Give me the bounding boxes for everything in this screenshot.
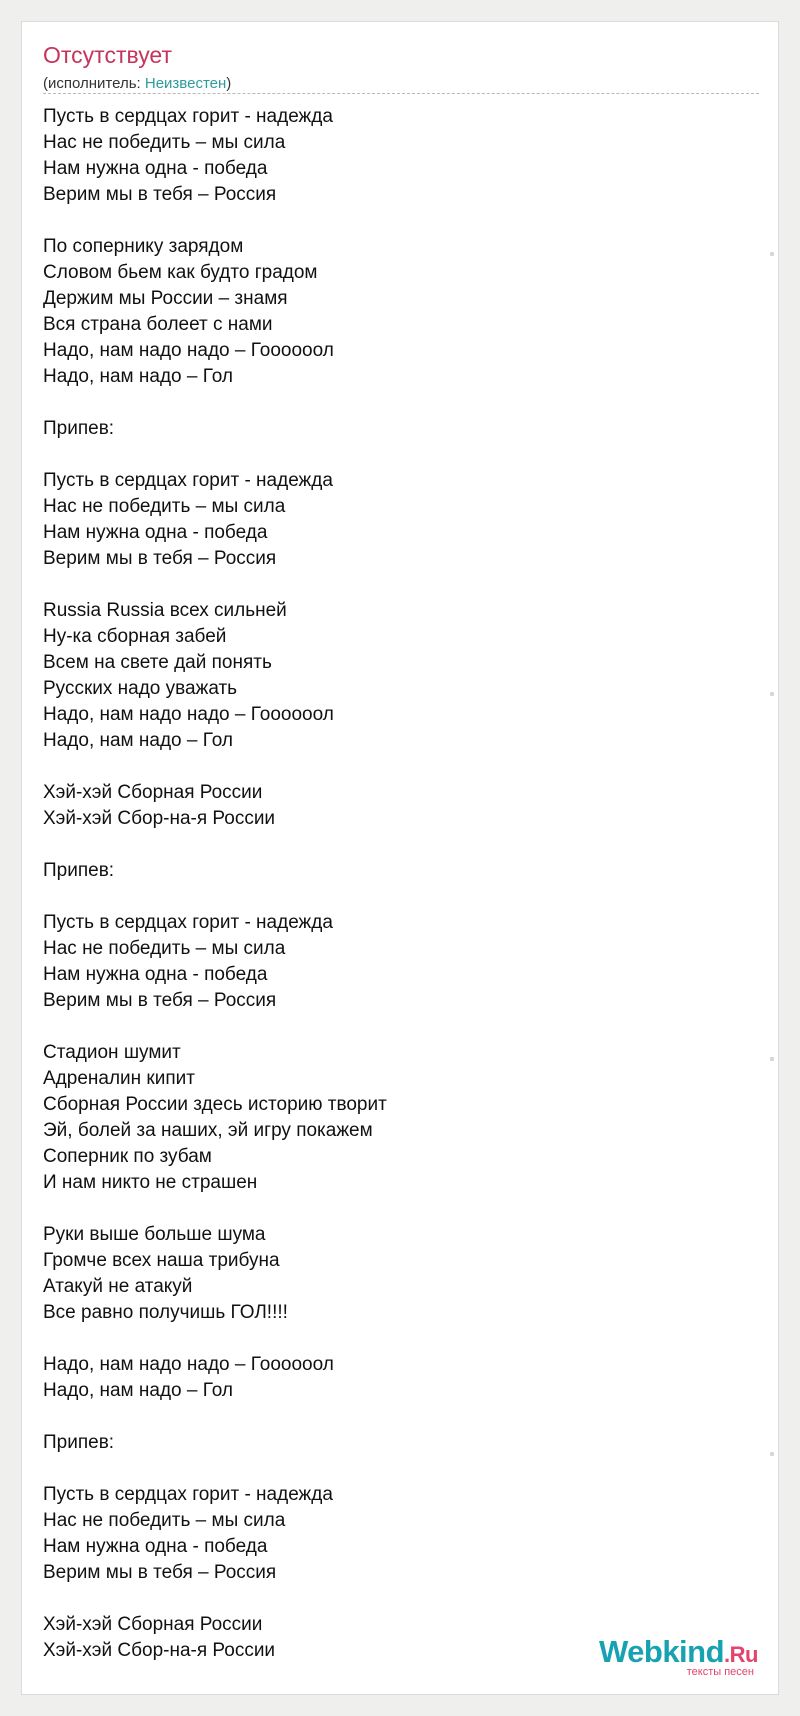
logo-tagline: тексты песен (686, 1666, 754, 1678)
lyric-line: Верим мы в тебя – Россия (43, 548, 277, 569)
lyric-line: По сопернику зарядом (43, 236, 244, 257)
lyric-blank-line (43, 1196, 743, 1222)
lyric-line: Сборная России здесь историю творит (43, 1094, 387, 1115)
lyric-blank-line (43, 1456, 743, 1482)
lyric-line: Припев: (43, 418, 115, 439)
lyric-line: Пусть в сердцах горит - надежда (43, 1484, 333, 1505)
lyric-blank-line (43, 390, 743, 416)
logo-tld: .Ru (724, 1642, 758, 1667)
lyric-line: Russia Russia всех сильней (43, 600, 287, 621)
logo-name: Webkind (598, 1634, 725, 1669)
lyric-line: Надо, нам надо – Гол (43, 1380, 233, 1401)
lyric-blank-line (43, 884, 743, 910)
lyric-blank-line (43, 754, 743, 780)
lyrics-card (21, 21, 779, 1695)
side-dot (770, 692, 774, 696)
lyric-blank-line (43, 1326, 743, 1352)
lyric-line: Адреналин кипит (43, 1068, 195, 1089)
lyric-line: Надо, нам надо – Гол (43, 366, 233, 387)
lyric-line: Нам нужна одна - победа (43, 158, 268, 179)
lyric-line: Надо, нам надо – Гол (43, 730, 233, 751)
site-logo[interactable] (599, 1635, 758, 1678)
lyric-blank-line (43, 832, 743, 858)
lyric-line: Хэй-хэй Сбор-на-я России (43, 1640, 276, 1661)
lyric-line: Пусть в сердцах горит - надежда (43, 470, 333, 491)
lyric-line: Ну-ка сборная забей (43, 626, 227, 647)
lyric-line: Нас не победить – мы сила (43, 1510, 286, 1531)
lyric-line: Верим мы в тебя – Россия (43, 990, 277, 1011)
lyric-line: Нас не победить – мы сила (43, 132, 286, 153)
lyric-line: Соперник по зубам (43, 1146, 212, 1167)
lyric-blank-line (43, 1586, 743, 1612)
side-dot (770, 1057, 774, 1061)
lyric-line: Эй, болей за наших, эй игру покажем (43, 1120, 373, 1141)
side-dot (770, 1452, 774, 1456)
artist-prefix: (исполнитель: (43, 75, 145, 92)
lyric-line: Все равно получишь ГОЛ!!!! (43, 1302, 288, 1323)
lyric-line: Хэй-хэй Сборная России (43, 1614, 263, 1635)
lyric-line: Всем на свете дай понять (43, 652, 272, 673)
lyric-line: Надо, нам надо надо – Гоооооол (43, 340, 334, 361)
lyric-line: Вся страна болеет с нами (43, 314, 273, 335)
side-dot (770, 252, 774, 256)
lyric-blank-line (43, 572, 743, 598)
lyric-blank-line (43, 1014, 743, 1040)
lyric-line: Припев: (43, 860, 115, 881)
artist-suffix: ) (226, 75, 232, 92)
lyric-line: Припев: (43, 1432, 115, 1453)
lyric-line: Атакуй не атакуй (43, 1276, 193, 1297)
lyric-line: Надо, нам надо надо – Гоооооол (43, 1354, 334, 1375)
lyric-blank-line (43, 1404, 743, 1430)
lyric-blank-line (43, 442, 743, 468)
lyric-line: Верим мы в тебя – Россия (43, 1562, 277, 1583)
lyric-line: Словом бьем как будто градом (43, 262, 318, 283)
lyrics-body (43, 104, 743, 1664)
lyric-line: Нас не победить – мы сила (43, 938, 286, 959)
lyric-line: Громче всех наша трибуна (43, 1250, 280, 1271)
artist-line (43, 75, 231, 92)
lyric-line: Хэй-хэй Сборная России (43, 782, 263, 803)
lyric-line: Нам нужна одна - победа (43, 1536, 268, 1557)
artist-link[interactable]: Неизвестен (144, 75, 227, 92)
lyric-line: Хэй-хэй Сбор-на-я России (43, 808, 276, 829)
lyric-blank-line (43, 208, 743, 234)
lyric-line: Держим мы России – знамя (43, 288, 288, 309)
song-title: Отсутствует (43, 42, 172, 68)
lyric-line: Нам нужна одна - победа (43, 964, 268, 985)
lyric-line: И нам никто не страшен (43, 1172, 258, 1193)
lyric-line: Верим мы в тебя – Россия (43, 184, 277, 205)
lyric-line: Нас не победить – мы сила (43, 496, 286, 517)
lyric-line: Русских надо уважать (43, 678, 238, 699)
lyric-line: Руки выше больше шума (43, 1224, 266, 1245)
lyric-line: Надо, нам надо надо – Гоооооол (43, 704, 334, 725)
lyric-line: Нам нужна одна - победа (43, 522, 268, 543)
lyric-line: Стадион шумит (43, 1042, 181, 1063)
lyric-line: Пусть в сердцах горит - надежда (43, 106, 333, 127)
lyric-line: Пусть в сердцах горит - надежда (43, 912, 333, 933)
title-divider (43, 93, 759, 94)
